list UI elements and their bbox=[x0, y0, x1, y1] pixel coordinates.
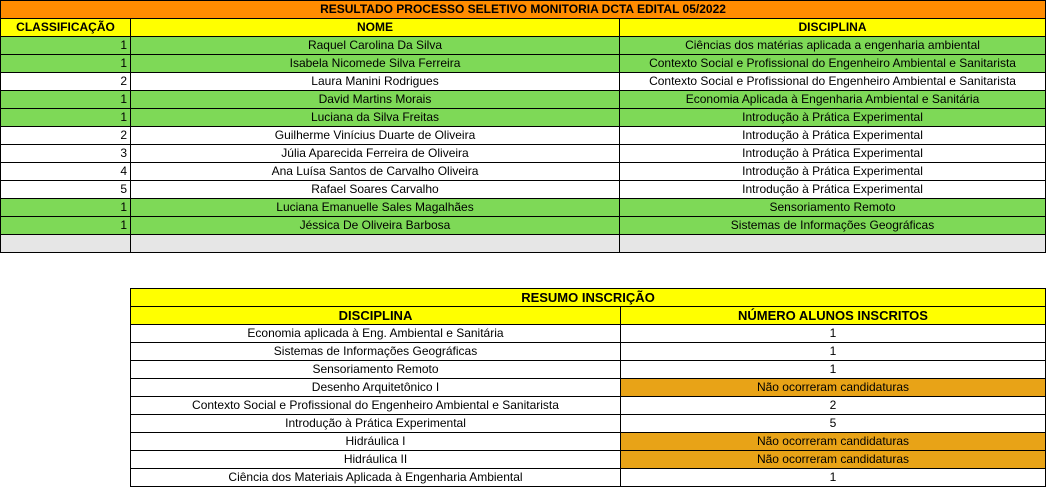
summary-row bbox=[131, 469, 1046, 487]
summary-row bbox=[131, 415, 1046, 433]
discipline-cell: Contexto Social e Profissional do Engenheiro Ambiental e Sanitarista bbox=[620, 73, 1046, 91]
name-cell: Jéssica De Oliveira Barbosa bbox=[131, 217, 620, 235]
discipline-cell: Introdução à Prática Experimental bbox=[620, 181, 1046, 199]
summary-count-cell: 1 bbox=[621, 469, 1046, 487]
table-row bbox=[1, 127, 1046, 145]
classification-cell: 1 bbox=[1, 109, 131, 127]
summary-discipline-cell: Contexto Social e Profissional do Engenheiro Ambiental e Sanitarista bbox=[131, 397, 621, 415]
name-cell: Ana Luísa Santos de Carvalho Oliveira bbox=[131, 163, 620, 181]
summary-discipline-cell: Economia aplicada à Eng. Ambiental e Sanitária bbox=[131, 325, 621, 343]
header-classification: CLASSIFICAÇÃO bbox=[1, 19, 131, 37]
classification-cell: 1 bbox=[1, 199, 131, 217]
summary-count-cell: 2 bbox=[621, 397, 1046, 415]
summary-table bbox=[130, 288, 1046, 487]
table-row bbox=[1, 199, 1046, 217]
summary-row bbox=[131, 433, 1046, 451]
classification-cell: 1 bbox=[1, 55, 131, 73]
discipline-cell: Introdução à Prática Experimental bbox=[620, 109, 1046, 127]
summary-row bbox=[131, 343, 1046, 361]
discipline-cell: Introdução à Prática Experimental bbox=[620, 145, 1046, 163]
summary-discipline-cell: Desenho Arquitetônico I bbox=[131, 379, 621, 397]
table-row bbox=[1, 109, 1046, 127]
classification-cell: 2 bbox=[1, 73, 131, 91]
summary-discipline-cell: Hidráulica II bbox=[131, 451, 621, 469]
classification-cell: 1 bbox=[1, 37, 131, 55]
summary-row bbox=[131, 361, 1046, 379]
classification-cell: 1 bbox=[1, 91, 131, 109]
classification-cell: 1 bbox=[1, 217, 131, 235]
table-row bbox=[1, 181, 1046, 199]
table-row bbox=[1, 217, 1046, 235]
summary-discipline-cell: Sensoriamento Remoto bbox=[131, 361, 621, 379]
summary-row bbox=[131, 451, 1046, 469]
summary-header-discipline: DISCIPLINA bbox=[131, 307, 621, 325]
table-row bbox=[1, 37, 1046, 55]
classification-cell: 2 bbox=[1, 127, 131, 145]
summary-count-cell: 1 bbox=[621, 361, 1046, 379]
summary-discipline-cell: Hidráulica I bbox=[131, 433, 621, 451]
summary-discipline-cell: Sistemas de Informações Geográficas bbox=[131, 343, 621, 361]
table-row bbox=[1, 55, 1046, 73]
header-name: NOME bbox=[131, 19, 620, 37]
table-row bbox=[1, 73, 1046, 91]
summary-count-cell: 1 bbox=[621, 325, 1046, 343]
results-title: RESULTADO PROCESSO SELETIVO MONITORIA DCTA EDITAL 05/2022 bbox=[1, 1, 1046, 19]
summary-title: RESUMO INSCRIÇÃO bbox=[131, 289, 1046, 307]
name-cell: David Martins Morais bbox=[131, 91, 620, 109]
name-cell: Rafael Soares Carvalho bbox=[131, 181, 620, 199]
summary-discipline-cell: Introdução à Prática Experimental bbox=[131, 415, 621, 433]
name-cell: Luciana Emanuelle Sales Magalhães bbox=[131, 199, 620, 217]
name-cell: Luciana da Silva Freitas bbox=[131, 109, 620, 127]
name-cell: Isabela Nicomede Silva Ferreira bbox=[131, 55, 620, 73]
summary-count-cell: 5 bbox=[621, 415, 1046, 433]
discipline-cell: Introdução à Prática Experimental bbox=[620, 127, 1046, 145]
classification-cell: 4 bbox=[1, 163, 131, 181]
discipline-cell: Sensoriamento Remoto bbox=[620, 199, 1046, 217]
table-row bbox=[1, 145, 1046, 163]
empty-cell bbox=[131, 235, 620, 253]
classification-cell: 3 bbox=[1, 145, 131, 163]
summary-row bbox=[131, 397, 1046, 415]
name-cell: Guilherme Vinícius Duarte de Oliveira bbox=[131, 127, 620, 145]
name-cell: Júlia Aparecida Ferreira de Oliveira bbox=[131, 145, 620, 163]
summary-row bbox=[131, 379, 1046, 397]
summary-count-cell: Não ocorreram candidaturas bbox=[621, 451, 1046, 469]
summary-discipline-cell: Ciência dos Materiais Aplicada à Engenharia Ambiental bbox=[131, 469, 621, 487]
header-discipline: DISCIPLINA bbox=[620, 19, 1046, 37]
summary-count-cell: Não ocorreram candidaturas bbox=[621, 433, 1046, 451]
summary-count-cell: 1 bbox=[621, 343, 1046, 361]
name-cell: Raquel Carolina Da Silva bbox=[131, 37, 620, 55]
table-row bbox=[1, 91, 1046, 109]
discipline-cell: Sistemas de Informações Geográficas bbox=[620, 217, 1046, 235]
discipline-cell: Economia Aplicada à Engenharia Ambiental e Sanitária bbox=[620, 91, 1046, 109]
empty-row bbox=[1, 235, 1046, 253]
classification-cell: 5 bbox=[1, 181, 131, 199]
table-row bbox=[1, 163, 1046, 181]
discipline-cell: Introdução à Prática Experimental bbox=[620, 163, 1046, 181]
name-cell: Laura Manini Rodrigues bbox=[131, 73, 620, 91]
summary-row bbox=[131, 325, 1046, 343]
summary-count-cell: Não ocorreram candidaturas bbox=[621, 379, 1046, 397]
summary-header-count: NÚMERO ALUNOS INSCRITOS bbox=[621, 307, 1046, 325]
discipline-cell: Contexto Social e Profissional do Engenheiro Ambiental e Sanitarista bbox=[620, 55, 1046, 73]
empty-cell bbox=[1, 235, 131, 253]
discipline-cell: Ciências dos matérias aplicada a engenharia ambiental bbox=[620, 37, 1046, 55]
empty-cell bbox=[620, 235, 1046, 253]
